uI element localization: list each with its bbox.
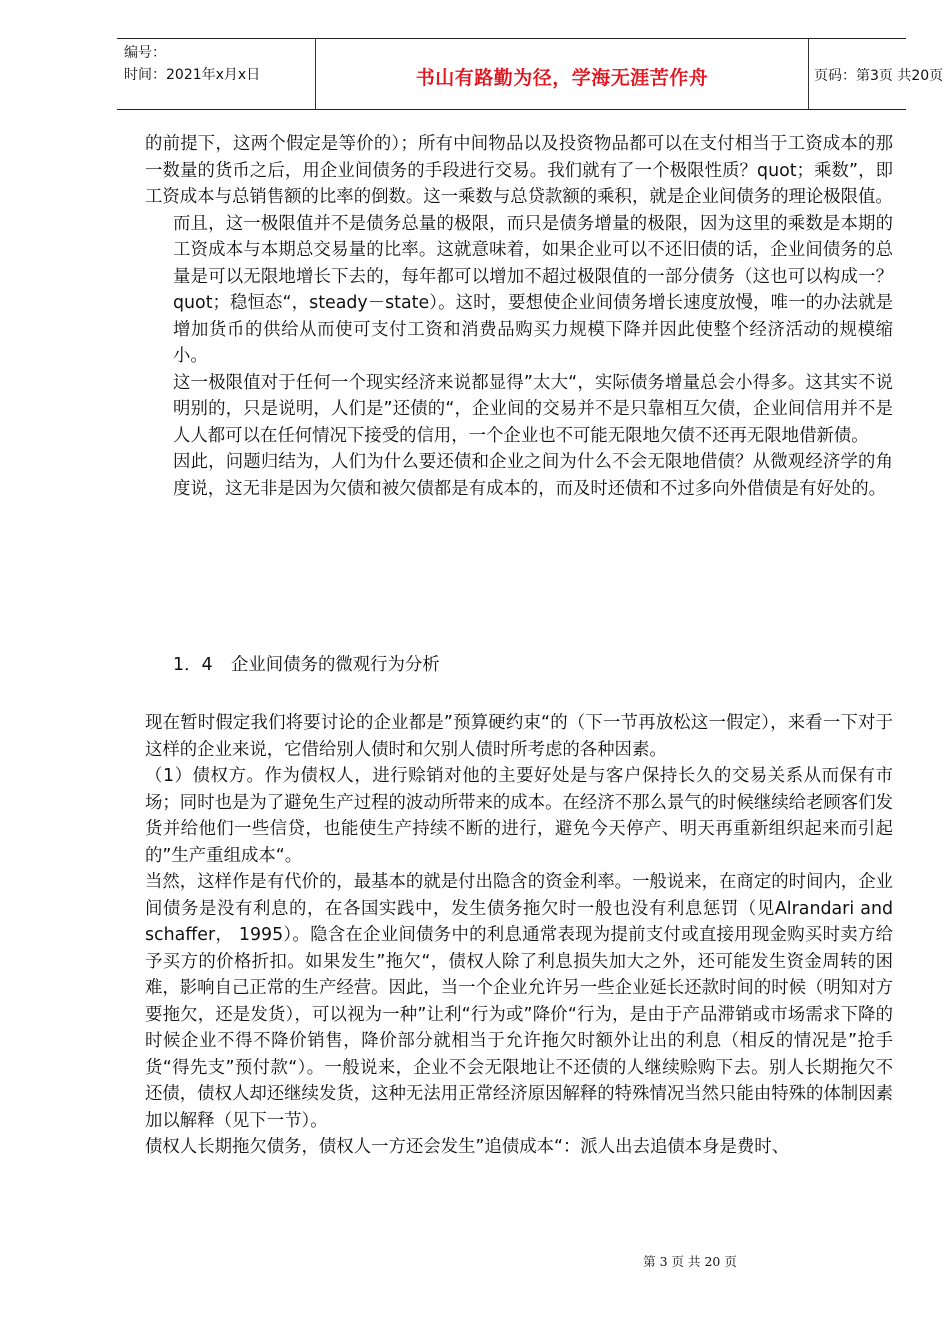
header-motto-cell bbox=[315, 39, 809, 109]
motto: 书山有路勤为径，学海无涯苦作舟 bbox=[415, 67, 709, 89]
paragraph: 这一极限值对于任何一个现实经济来说都显得”太大“，实际债务增量总会小得多。这其实不说明别的，只是说明，人们是”还债的“，企业间的交易并不是只靠相互欠债，企业间信用并不是人人都可以在任何情况下接受的信用，一个企业也不可能无限地欠债不还再无限地借新债。 bbox=[173, 372, 893, 446]
header-page-cell bbox=[807, 39, 944, 109]
paragraph: 现在暂时假定我们将要讨论的企业都是”预算硬约束“的（下一节再放松这一假定），来看一下对于这样的企业来说，它借给别人债时和欠别人债时所考虑的各种因素。 bbox=[145, 713, 893, 760]
page-footer bbox=[0, 1252, 950, 1270]
header-meta-cell bbox=[117, 39, 315, 109]
body-text-2 bbox=[145, 710, 893, 1161]
page-header bbox=[117, 38, 944, 110]
time-label: 时间：2021年x月x日 bbox=[124, 67, 261, 83]
section-number: 1．4 bbox=[173, 655, 213, 675]
section-heading bbox=[173, 653, 440, 677]
paragraph: 当然，这样作是有代价的，最基本的就是付出隐含的资金利率。一般说来，在商定的时间内，企业间债务是没有利息的，在各国实践中，发生债务拖欠时一般也没有利息惩罚（见Alrandari and schaffer， 1995）。隐含在企业间债务中的利息通常表现为提前支付或直接用现金购买时卖方给予买方的价格折扣。如果发生”拖欠“，债权人除了利息损失加大之外，还可能发生资金周转的困难，影响自己正常的生产经营。因此，当一个企业允许另一些企业延长还款时间的时候（明知对方要拖欠，还是发货），可以视为一种”让利“行为或”降价“行为，是由于产品滞销或市场需求下降的时候企业不得不降价销售，降价部分就相当于允许拖欠时额外让出的利息（相反的情况是”抢手货“得先支”预付款“）。一般说来，企业不会无限地让不还债的人继续赊购下去。别人长期拖欠不还债，债权人却还继续发货，这种无法用正常经济原因解释的特殊情况当然只能由特殊的体制因素加以解释（见下一节）。 bbox=[145, 872, 893, 1131]
paragraph: 因此，问题归结为，人们为什么要还债和企业之间为什么不会无限地借债？从微观经济学的角度说，这无非是因为欠债和被欠债都是有成本的，而及时还债和不过多向外借债是有好处的。 bbox=[173, 452, 893, 499]
paragraph: 的前提下，这两个假定是等价的）；所有中间物品以及投资物品都可以在支付相当于工资成本的那一数量的货币之后，用企业间债务的手段进行交易。我们就有了一个极限性质？quot；乘数”，即工资成本与总销售额的比率的倒数。这一乘数与总贷款额的乘积，就是企业间债务的理论极限值。 bbox=[145, 134, 893, 207]
footer-page-number: 第 3 页 共 20 页 bbox=[643, 1254, 737, 1269]
body-text-1 bbox=[145, 131, 893, 502]
paragraph: 债权人长期拖欠债务，债权人一方还会发生”追债成本“：派人出去追债本身是费时、 bbox=[145, 1137, 790, 1157]
header-page-info: 页码：第3页 共20页 bbox=[814, 68, 944, 84]
section-title: 企业间债务的微观行为分析 bbox=[231, 655, 440, 675]
paragraph: （1）债权方。作为债权人，进行赊销对他的主要好处是与客户保持长久的交易关系从而保有市场；同时也是为了避免生产过程的波动所带来的成本。在经济不那么景气的时候继续给老顾客们发货并给他们一些信贷，也能使生产持续不断的进行，避免今天停产、明天再重新组织起来而引起的”生产重组成本“。 bbox=[145, 766, 893, 866]
serial-label: 编号： bbox=[124, 45, 166, 61]
paragraph: 而且，这一极限值并不是债务总量的极限，而只是债务增量的极限，因为这里的乘数是本期的工资成本与本期总交易量的比率。这就意味着，如果企业可以不还旧债的话，企业间债务的总量是可以无限地增长下去的，每年都可以增加不超过极限值的一部分债务（这也可以构成一？quot；稳恒态“，steady－state）。这时，要想使企业间债务增长速度放慢，唯一的办法就是增加货币的供给从而使可支付工资和消费品购买力规模下降并因此使整个经济活动的规模缩小。 bbox=[173, 213, 893, 366]
